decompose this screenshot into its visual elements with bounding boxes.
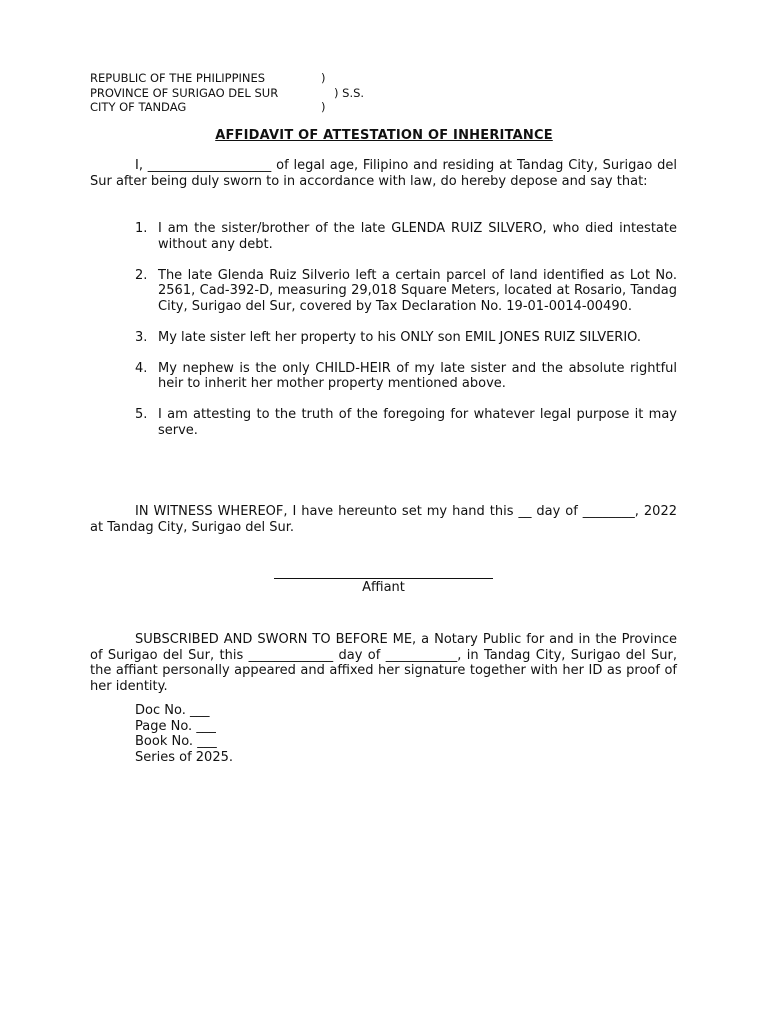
notarial-register [135, 703, 233, 765]
signature-line [274, 578, 493, 579]
list-item-number: 1. [135, 221, 148, 236]
venue-ss: ) S.S. [334, 85, 365, 100]
witness-paragraph: IN WITNESS WHEREOF, I have hereunto set my hand this __ day of ________, 2022 at Tandag City, Surigao del Sur. [90, 504, 677, 535]
venue-city: CITY OF TANDAG [90, 100, 187, 114]
venue-republic: REPUBLIC OF THE PHILIPPINES [90, 71, 266, 85]
venue-line-republic [90, 71, 326, 86]
document-title: AFFIDAVIT OF ATTESTATION OF INHERITANCE [215, 128, 553, 143]
venue-paren-3: ) [321, 100, 326, 114]
venue-line-city [90, 100, 326, 115]
list-item [135, 330, 677, 346]
list-item-text: I am attesting to the truth of the foregoing for whatever legal purpose it may serve. [158, 407, 677, 438]
list-item-number: 2. [135, 267, 148, 283]
list-item-number: 4. [135, 360, 148, 376]
list-item [135, 361, 677, 392]
list-item [135, 407, 677, 438]
venue-block [90, 71, 365, 115]
signature-label: Affiant [362, 580, 405, 595]
statement-list [135, 221, 677, 454]
list-item-text: My nephew is the only CHILD-HEIR of my late sister and the absolute rightful heir to inherit her mother property mentioned above. [158, 360, 677, 391]
list-item-text: My late sister left her property to his ONLY son EMIL JONES RUIZ SILVERIO. [158, 329, 642, 345]
jurat-paragraph: SUBSCRIBED AND SWORN TO BEFORE ME, a Notary Public for and in the Province of Surigao del Sur, this _____________ day of ___________, in Tandag City, Surigao del Sur, the affiant personally appeared and affixed her signature together with her ID as proof of her identity. [90, 632, 677, 694]
list-item-text: The late Glenda Ruiz Silverio left a certain parcel of land identified as Lot No. 2561, Cad-392-D, measuring 29,018 Square Meters, located at Rosario, Tandag City, Surigao del Sur, covered by Tax Declaration No. 19-01-0014-00490. [158, 267, 677, 314]
series-year: Series of 2025. [135, 749, 233, 765]
list-item-number: 3. [135, 329, 148, 345]
page-number: Page No. ___ [135, 718, 216, 734]
list-item [135, 268, 677, 315]
list-item-number: 5. [135, 407, 148, 422]
venue-province: PROVINCE OF SURIGAO DEL SUR [90, 85, 279, 100]
intro-paragraph: I, ___________________ of legal age, Filipino and residing at Tandag City, Surigao del Sur after being duly sworn to in accordance with law, do hereby depose and say that: [90, 158, 677, 189]
doc-number: Doc No. ___ [135, 703, 210, 718]
venue-line-province [90, 85, 365, 101]
list-item-text: I am the sister/brother of the late GLENDA RUIZ SILVERO, who died intestate without any debt. [158, 221, 677, 252]
list-item [135, 221, 677, 252]
book-number: Book No. ___ [135, 734, 217, 749]
venue-paren-1: ) [321, 71, 326, 85]
